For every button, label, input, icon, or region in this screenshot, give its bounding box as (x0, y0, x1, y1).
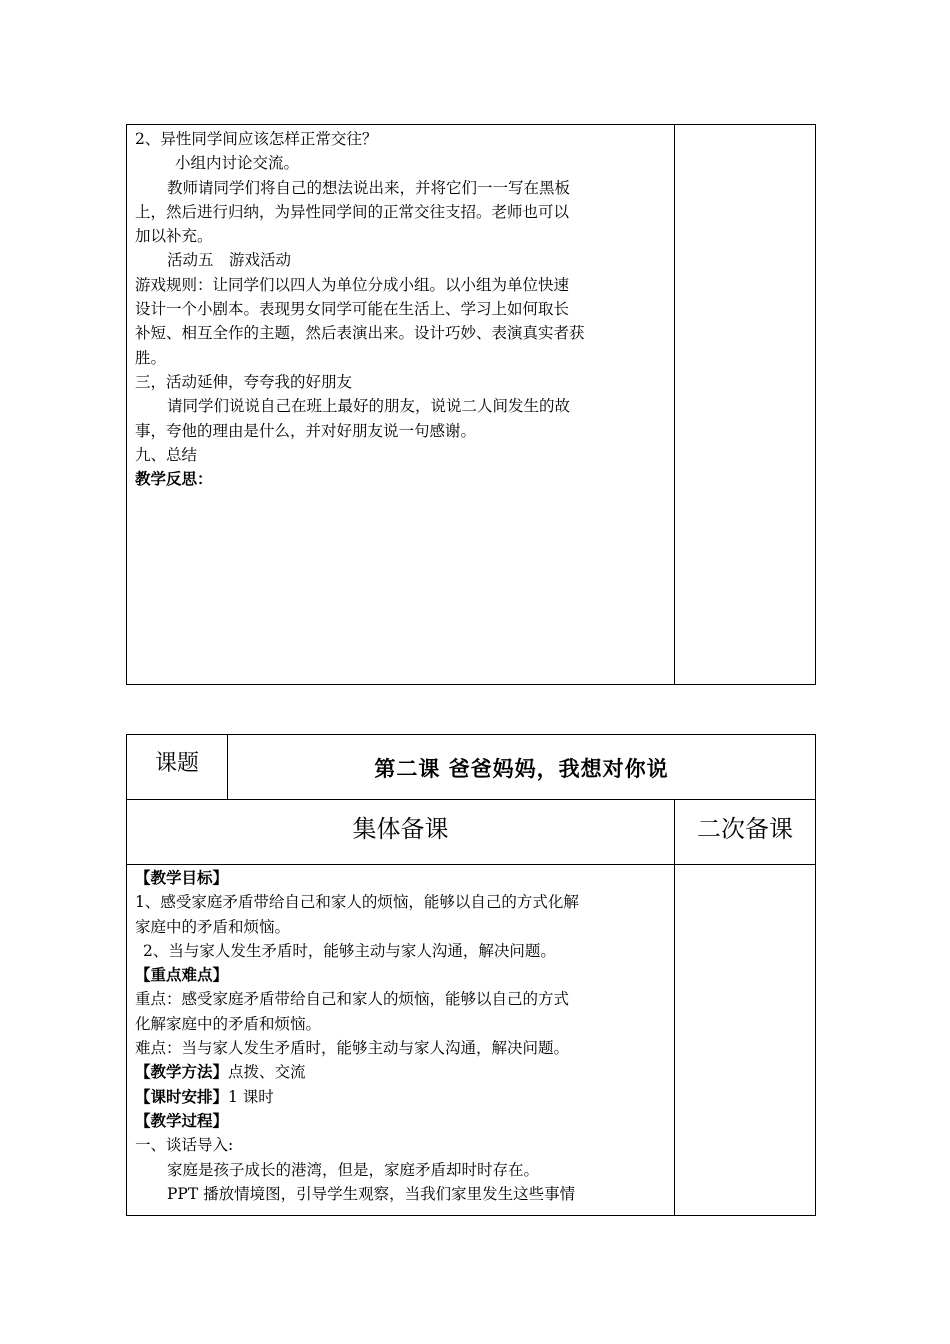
text-line: 一、谈话导入: (135, 1136, 234, 1155)
text-line: 胜。 (135, 348, 167, 367)
schedule-value: 1 课时 (228, 1087, 274, 1106)
reflection-heading: 教学反思： (135, 469, 213, 489)
text-line: 2、异性同学间应该怎样正常交往？ (135, 130, 378, 148)
secondary-cell (675, 800, 815, 852)
text-line: 三，活动延伸，夸夸我的好朋友 (135, 372, 353, 391)
topic-label: 课题 (154, 750, 199, 776)
text-line: 家庭是孩子成长的港湾，但是，家庭矛盾却时时存在。 (167, 1160, 540, 1179)
text-line: 活动五 游戏活动 (167, 251, 292, 270)
text-line: 化解家庭中的矛盾和烦恼。 (135, 1014, 322, 1033)
lesson-content-continued (135, 127, 585, 491)
table-divider (674, 799, 675, 1216)
text-line: 九、总结 (135, 445, 198, 464)
text-line: 事，夸他的理由是什么，并对好朋友说一句感谢。 (135, 421, 477, 440)
method-value: 点拨、交流 (228, 1063, 306, 1082)
collective-cell (127, 800, 674, 852)
text-line: 补短、相互全作的主题，然后表演出来。设计巧妙、表演真实者获 (135, 324, 585, 343)
text-line: PPT 播放情境图，引导学生观察，当我们家里发生这些事情 (167, 1184, 576, 1203)
secondary-label: 二次备课 (697, 814, 793, 843)
text-line: 2、当与家人发生矛盾时，能够主动与家人沟通，解决问题。 (143, 941, 556, 960)
lesson-title: 第二课 爸爸妈妈，我想对你说 (374, 755, 669, 781)
goals-heading: 【教学目标】 (135, 868, 229, 887)
topic-cell (127, 735, 227, 787)
text-line: 加以补充。 (135, 227, 213, 246)
text-line: 设计一个小剧本。表现男女同学可能在生活上、学习上如何取长 (135, 300, 570, 319)
text-line: 重点：感受家庭矛盾带给自己和家人的烦恼，能够以自己的方式 (135, 990, 570, 1009)
text-line: 请同学们说说自己在班上最好的朋友，说说二人间发生的故 (167, 397, 571, 416)
text-line: 小组内讨论交流。 (175, 154, 300, 173)
method-line (135, 1060, 579, 1084)
table-row-divider (126, 864, 816, 865)
lesson-title-cell (228, 745, 815, 790)
text-line: 教师请同学们将自己的想法说出来，并将它们一一写在黑板 (167, 178, 571, 197)
text-line: 游戏规则：让同学们以四人为单位分成小组。以小组为单位快速 (135, 275, 570, 294)
table-divider (674, 124, 675, 685)
process-heading: 【教学过程】 (135, 1110, 229, 1130)
collective-label: 集体备课 (352, 814, 449, 843)
text-line: 难点：当与家人发生矛盾时，能够主动与家人沟通，解决问题。 (135, 1039, 570, 1058)
schedule-heading: 【课时安排】 (135, 1086, 229, 1106)
method-heading: 【教学方法】 (135, 1062, 229, 1082)
lesson-content (135, 866, 579, 1206)
key-heading: 【重点难点】 (135, 965, 229, 985)
text-line: 上，然后进行归纳，为异性同学间的正常交往支招。老师也可以 (135, 202, 570, 221)
text-line: 1、感受家庭矛盾带给自己和家人的烦恼，能够以自己的方式化解 (135, 893, 579, 912)
text-line: 家庭中的矛盾和烦恼。 (135, 917, 291, 936)
schedule-line (135, 1085, 579, 1109)
